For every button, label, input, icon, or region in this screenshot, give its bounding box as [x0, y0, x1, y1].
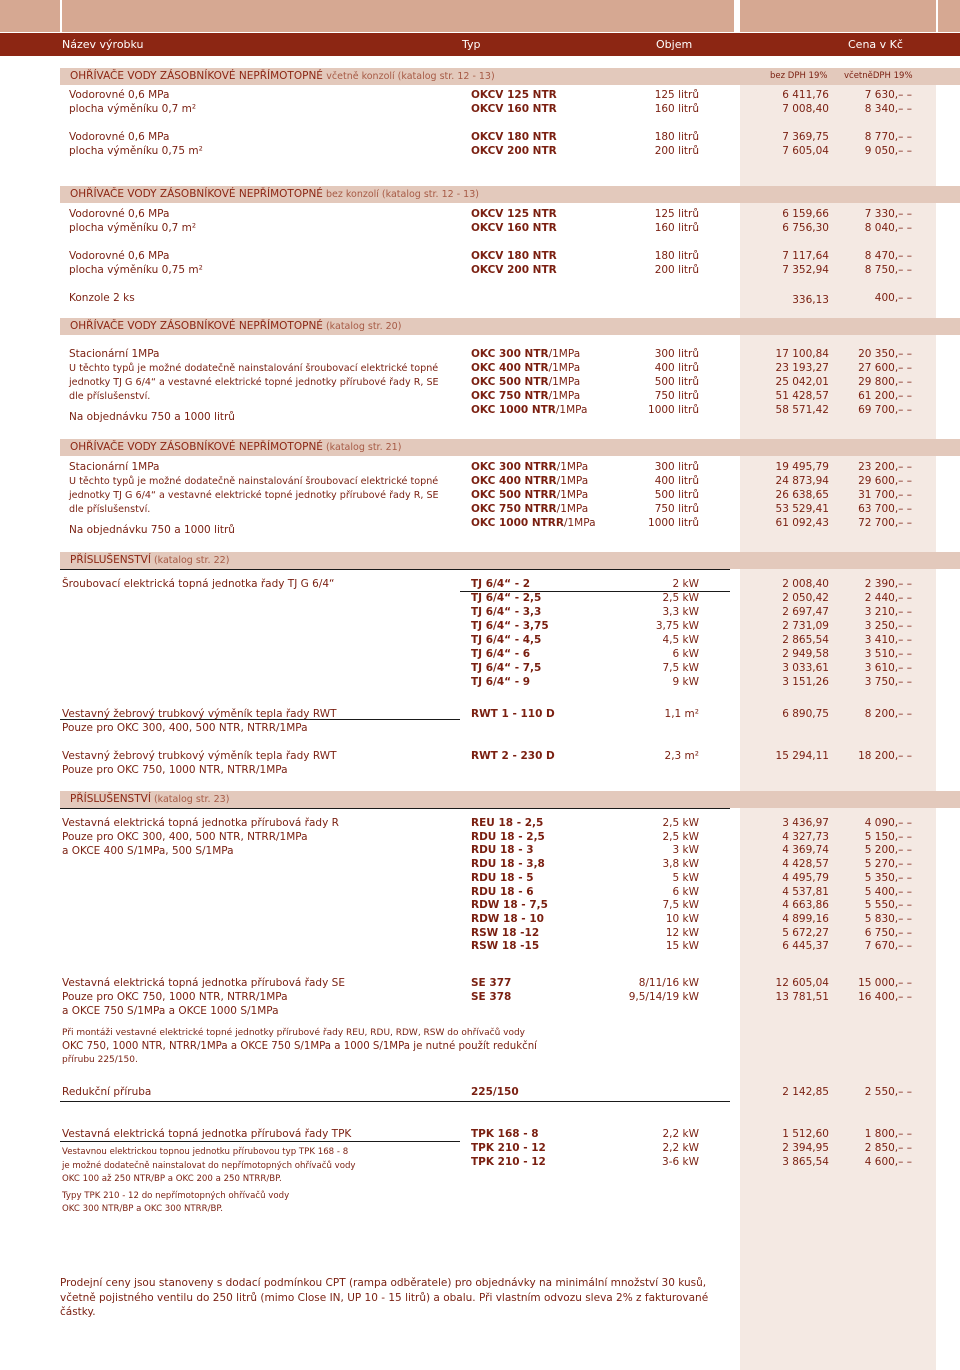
price-without-vat: 4 428,57: [782, 858, 829, 871]
section-title: OHŘÍVAČE VODY ZÁSOBNÍKOVÉ NEPŘÍMOTOPNÉ: [70, 70, 323, 82]
price-with-vat: 5 350,– –: [864, 871, 912, 884]
price-without-vat: 15 294,11: [775, 750, 829, 762]
price-without-vat: 5 672,27: [782, 926, 829, 939]
price-with-vat: 2 390,– –: [864, 578, 912, 590]
price-without-vat: 12 605,04: [775, 977, 829, 989]
price-with-vat: 63 700,– –: [858, 503, 912, 515]
volume-value: 3,3 kW: [662, 606, 699, 618]
volume-value: 750 litrů: [654, 503, 699, 515]
volume-value: 5 kW: [672, 871, 699, 884]
decor-block: [740, 0, 936, 32]
product-type: OKC 500 NTRR/1MPa: [471, 489, 589, 501]
price-with-vat: 5 200,– –: [864, 844, 912, 857]
product-type: TJ 6/4“ - 3,75: [471, 620, 549, 632]
price-with-vat: 18 200,– –: [858, 750, 912, 762]
product-desc: Stacionární 1MPa: [69, 348, 160, 360]
price-without-vat: 24 873,94: [775, 475, 829, 487]
price-with-vat: 8 340,– –: [864, 103, 912, 115]
price-with-vat: 2 440,– –: [864, 592, 912, 604]
product-type: OKCV 200 NTR: [471, 264, 557, 276]
product-desc: plocha výměníku 0,75 m²: [69, 145, 203, 157]
price-with-vat: 8 750,– –: [864, 264, 912, 276]
price-with-vat: 3 510,– –: [864, 648, 912, 660]
price-without-vat: 2 394,95: [782, 1142, 829, 1154]
price-with-vat: 5 400,– –: [864, 885, 912, 898]
price-without-vat: 4 537,81: [782, 885, 829, 898]
price-with-vat: 72 700,– –: [858, 517, 912, 529]
product-desc: Na objednávku 750 a 1000 litrů: [69, 524, 235, 536]
decor-block: [736, 0, 739, 32]
price-with-vat: 29 600,– –: [858, 475, 912, 487]
product-type: TJ 6/4“ - 3,3: [471, 606, 542, 618]
volume-value: 3-6 kW: [662, 1156, 699, 1168]
price-without-vat: 13 781,51: [775, 991, 829, 1003]
price-with-vat: 16 400,– –: [858, 991, 912, 1003]
volume-value: 500 litrů: [654, 489, 699, 501]
divider: [60, 569, 730, 570]
price-with-vat: 61 200,– –: [858, 390, 912, 402]
price-with-vat: 6 750,– –: [864, 926, 912, 939]
volume-value: 1,1 m²: [664, 708, 699, 720]
product-type: RDU 18 - 3: [471, 844, 534, 857]
volume-value: 1000 litrů: [648, 517, 699, 529]
price-with-vat: 3 750,– –: [864, 676, 912, 688]
product-type: TJ 6/4“ - 7,5: [471, 662, 542, 674]
volume-value: 6 kW: [672, 885, 699, 898]
volume-value: 750 litrů: [654, 390, 699, 402]
volume-value: 1000 litrů: [648, 404, 699, 416]
type-suffix: /1MPa: [556, 489, 589, 501]
volume-value: 200 litrů: [654, 145, 699, 157]
price-without-vat: 2 008,40: [782, 578, 829, 590]
price-without-vat: 3 865,54: [782, 1156, 829, 1168]
table-header: [0, 33, 960, 56]
product-type: OKC 750 NTR/1MPa: [471, 390, 581, 402]
volume-value: 12 kW: [665, 926, 699, 939]
product-type: OKCV 125 NTR: [471, 208, 557, 220]
price-without-vat: 6 411,76: [782, 89, 829, 101]
accessory-subtitle: Pouze pro OKC 300, 400, 500 NTR, NTRR/1MPa: [62, 722, 308, 734]
price-label-without-vat: bez DPH 19%: [770, 71, 828, 81]
volume-value: 180 litrů: [654, 250, 699, 262]
product-type: OKC 1000 NTRR/1MPa: [471, 517, 596, 529]
product-desc: dle příslušenství.: [69, 504, 151, 515]
price-without-vat: 23 193,27: [775, 362, 829, 374]
accessory-title: Vestavná elektrická topná jednotka přírubová řady R: [62, 817, 339, 829]
accessory-subtitle: Pouze pro OKC 750, 1000 NTR, NTRR/1MPa: [62, 764, 288, 776]
volume-value: 160 litrů: [654, 222, 699, 234]
volume-value: 160 litrů: [654, 103, 699, 115]
price-without-vat: 6 756,30: [782, 222, 829, 234]
volume-value: 3,8 kW: [662, 858, 699, 871]
volume-value: 2,5 kW: [662, 830, 699, 843]
product-type: OKC 400 NTR/1MPa: [471, 362, 581, 374]
volume-value: 400 litrů: [654, 475, 699, 487]
accessory-title: Šroubovací elektrická topná jednotka řady TJ G 6/4“: [62, 578, 335, 590]
product-desc: Vodorovné 0,6 MPa: [69, 131, 170, 143]
volume-value: 3 kW: [672, 844, 699, 857]
section-title: OHŘÍVAČE VODY ZÁSOBNÍKOVÉ NEPŘÍMOTOPNÉ: [70, 441, 323, 453]
product-type: TJ 6/4“ - 4,5: [471, 634, 542, 646]
price-without-vat: 2 731,09: [782, 620, 829, 632]
accessory-title: Vestavný žebrový trubkový výměník tepla řady RWT: [62, 708, 337, 720]
note-text: Vestavnou elektrickou topnou jednotku přírubovou typ TPK 168 - 8: [62, 1147, 349, 1157]
price-without-vat: 2 949,58: [782, 648, 829, 660]
accessory-title: Vestavná elektrická topná jednotka přírubová řady SE: [62, 977, 345, 989]
section-heading: [60, 791, 960, 808]
divider: [60, 808, 730, 809]
product-type: REU 18 - 2,5: [471, 817, 544, 829]
product-desc: plocha výměníku 0,7 m²: [69, 222, 197, 234]
type-suffix: /1MPa: [556, 461, 589, 473]
type-suffix: /1MPa: [548, 348, 581, 360]
product-type: TJ 6/4“ - 2,5: [471, 592, 542, 604]
price-with-vat: 2 850,– –: [864, 1142, 912, 1154]
price-without-vat: 3 151,26: [782, 676, 829, 688]
section-title: OHŘÍVAČE VODY ZÁSOBNÍKOVÉ NEPŘÍMOTOPNÉ: [70, 188, 323, 200]
section-title: PŘÍSLUŠENSTVÍ: [70, 793, 151, 805]
price-with-vat: 69 700,– –: [858, 404, 912, 416]
section-suffix: (katalog str. 22): [150, 555, 230, 566]
accessory-subtitle: Pouze pro OKC 300, 400, 500 NTR, NTRR/1MPa: [62, 831, 308, 843]
volume-value: 200 litrů: [654, 264, 699, 276]
section-suffix: včetně konzolí (katalog str. 12 - 13): [326, 71, 495, 82]
section-suffix: bez konzolí (katalog str. 12 - 13): [322, 189, 479, 200]
price-label-with-vat: včetněDPH 19%: [844, 71, 913, 81]
product-type: TJ 6/4“ - 2: [471, 578, 531, 590]
product-type: OKC 1000 NTR/1MPa: [471, 404, 588, 416]
volume-value: 15 kW: [665, 940, 699, 953]
price-without-vat: 4 495,79: [782, 871, 829, 884]
note-text: OKC 750, 1000 NTR, NTRR/1MPa a OKCE 750 S/1MPa a 1000 S/1MPa je nutné použít redukční: [62, 1041, 537, 1052]
volume-value: 300 litrů: [654, 348, 699, 360]
price-with-vat: 5 830,– –: [864, 912, 912, 925]
product-desc: dle příslušenství.: [69, 391, 151, 402]
price-without-vat: 336,13: [792, 294, 829, 306]
section-suffix: (katalog str. 21): [322, 442, 402, 453]
volume-value: 400 litrů: [654, 362, 699, 374]
product-type: TPK 168 - 8: [471, 1128, 539, 1140]
volume-value: 180 litrů: [654, 131, 699, 143]
price-without-vat: 2 142,85: [782, 1086, 829, 1098]
decor-block: [0, 0, 60, 32]
volume-value: 2,2 kW: [662, 1128, 699, 1140]
product-type: RSW 18 -15: [471, 940, 540, 953]
note-text: OKC 100 až 250 NTR/BP a OKC 200 a 250 NTRR/BP.: [62, 1174, 282, 1184]
product-desc: jednotky TJ G 6/4“ a vestavné elektrické topné jednotky přírubové řady R, SE: [69, 490, 439, 501]
note-text: Při montáži vestavné elektrické topné jednotky přírubové řady REU, RDU, RDW, RSW do ohřívačů vody: [62, 1028, 525, 1038]
volume-value: 3,75 kW: [655, 620, 699, 632]
price-without-vat: 58 571,42: [775, 404, 829, 416]
volume-value: 500 litrů: [654, 376, 699, 388]
price-without-vat: 3 436,97: [782, 817, 829, 829]
section-heading: [60, 439, 960, 456]
note-text: přírubu 225/150.: [62, 1055, 138, 1065]
section-suffix: (katalog str. 23): [150, 794, 230, 805]
type-suffix: /1MPa: [555, 404, 588, 416]
note-text: Typy TPK 210 - 12 do nepřímotopných ohřívačů vody: [62, 1191, 290, 1201]
volume-value: 2,3 m²: [664, 750, 699, 762]
product-type: RDW 18 - 7,5: [471, 899, 548, 912]
product-type: SE 378: [471, 991, 512, 1003]
price-without-vat: 7 008,40: [782, 103, 829, 115]
product-type: RWT 2 - 230 D: [471, 750, 555, 762]
price-with-vat: 3 610,– –: [864, 662, 912, 674]
product-type: OKCV 200 NTR: [471, 145, 557, 157]
price-with-vat: 8 200,– –: [864, 708, 912, 720]
price-with-vat: 8 040,– –: [864, 222, 912, 234]
type-suffix: /1MPa: [563, 517, 596, 529]
accessory-title: Vestavný žebrový trubkový výměník tepla řady RWT: [62, 750, 337, 762]
volume-value: 125 litrů: [654, 89, 699, 101]
top-decor-bar: [0, 0, 960, 32]
price-without-vat: 7 369,75: [782, 131, 829, 143]
price-with-vat: 5 270,– –: [864, 858, 912, 871]
price-with-vat: 3 410,– –: [864, 634, 912, 646]
product-desc: jednotky TJ G 6/4“ a vestavné elektrické topné jednotky přírubové řady R, SE: [69, 377, 439, 388]
product-desc: Vodorovné 0,6 MPa: [69, 89, 170, 101]
product-desc: U těchto typů je možné dodatečně nainstalování šroubovací elektrické topné: [69, 363, 439, 374]
price-without-vat: 26 638,65: [775, 489, 829, 501]
product-type: RDU 18 - 6: [471, 885, 534, 898]
price-without-vat: 19 495,79: [775, 461, 829, 473]
price-without-vat: 6 445,37: [782, 940, 829, 953]
product-type: OKCV 160 NTR: [471, 103, 557, 115]
volume-value: 2,5 kW: [662, 817, 699, 829]
product-type: RSW 18 -12: [471, 926, 540, 939]
product-type: RDU 18 - 5: [471, 871, 534, 884]
header-type: Typ: [462, 38, 481, 51]
product-desc: U těchto typů je možné dodatečně nainstalování šroubovací elektrické topné: [69, 476, 439, 487]
type-suffix: /1MPa: [548, 390, 581, 402]
accessory-subtitle: Pouze pro OKC 750, 1000 NTR, NTRR/1MPa: [62, 991, 288, 1003]
price-with-vat: 29 800,– –: [858, 376, 912, 388]
volume-value: 6 kW: [672, 648, 699, 660]
product-type: TPK 210 - 12: [471, 1142, 546, 1154]
footer-note: Prodejní ceny jsou stanoveny s dodací podmínkou CPT (rampa odběratele) pro objednávky na minimální množství 30 kusů, včetně pojistného ventilu do 250 litrů (mimo Close IN, UP 10 - 15 litrů) a obalu. Při vlastním odvozu sleva 2% z fakturované částky.: [60, 1277, 709, 1318]
price-without-vat: 6 890,75: [782, 708, 829, 720]
note-text: je možné dodatečně nainstalovat do nepřímotopných ohřívačů vody: [62, 1161, 356, 1171]
price-without-vat: 7 352,94: [782, 264, 829, 276]
konzole-label: Konzole 2 ks: [69, 292, 135, 304]
price-with-vat: 8 470,– –: [864, 250, 912, 262]
price-without-vat: 51 428,57: [775, 390, 829, 402]
price-with-vat: 400,– –: [874, 292, 912, 304]
price-with-vat: 9 050,– –: [864, 145, 912, 157]
price-with-vat: 23 200,– –: [858, 461, 912, 473]
accessory-title: Vestavná elektrická topná jednotka přírubová řady TPK: [62, 1128, 352, 1140]
type-suffix: /1MPa: [548, 376, 581, 388]
volume-value: 7,5 kW: [662, 662, 699, 674]
product-type: SE 377: [471, 977, 512, 989]
price-with-vat: 1 800,– –: [864, 1128, 912, 1140]
price-without-vat: 4 663,86: [782, 899, 829, 912]
decor-block: [938, 0, 960, 32]
product-type: OKC 300 NTR/1MPa: [471, 348, 581, 360]
product-type: OKC 300 NTRR/1MPa: [471, 461, 589, 473]
header-volume: Objem: [656, 38, 693, 51]
price-without-vat: 7 605,04: [782, 145, 829, 157]
product-type: OKCV 180 NTR: [471, 131, 557, 143]
accessory-subtitle: a OKCE 400 S/1MPa, 500 S/1MPa: [62, 845, 234, 857]
product-type: OKC 500 NTR/1MPa: [471, 376, 581, 388]
price-with-vat: 2 550,– –: [864, 1086, 912, 1098]
price-without-vat: 6 159,66: [782, 208, 829, 220]
product-desc: Stacionární 1MPa: [69, 461, 160, 473]
note-text: OKC 300 NTR/BP a OKC 300 NTRR/BP.: [62, 1204, 223, 1214]
decor-block: [62, 0, 734, 32]
price-without-vat: 2 697,47: [782, 606, 829, 618]
product-type: RDU 18 - 3,8: [471, 858, 545, 871]
volume-value: 2 kW: [672, 578, 699, 590]
volume-value: 10 kW: [665, 912, 699, 925]
price-without-vat: 25 042,01: [775, 376, 829, 388]
volume-value: 4,5 kW: [662, 634, 699, 646]
type-suffix: /1MPa: [548, 362, 581, 374]
price-without-vat: 53 529,41: [775, 503, 829, 515]
section-title: OHŘÍVAČE VODY ZÁSOBNÍKOVÉ NEPŘÍMOTOPNÉ: [70, 320, 323, 332]
price-without-vat: 4 369,74: [782, 844, 829, 857]
product-type: TJ 6/4“ - 9: [471, 676, 531, 688]
price-with-vat: 7 670,– –: [864, 940, 912, 953]
price-with-vat: 3 250,– –: [864, 620, 912, 632]
type-suffix: /1MPa: [556, 475, 589, 487]
product-type: OKC 750 NTRR/1MPa: [471, 503, 589, 515]
price-with-vat: 7 630,– –: [864, 89, 912, 101]
section-title: PŘÍSLUŠENSTVÍ: [70, 554, 151, 566]
price-without-vat: 1 512,60: [782, 1128, 829, 1140]
price-without-vat: 7 117,64: [782, 250, 829, 262]
price-with-vat: 4 600,– –: [864, 1156, 912, 1168]
section-suffix: (katalog str. 20): [322, 321, 402, 332]
product-desc: Vodorovné 0,6 MPa: [69, 250, 170, 262]
section-heading: [60, 186, 960, 203]
product-type: OKCV 125 NTR: [471, 89, 557, 101]
product-type: RDU 18 - 2,5: [471, 830, 545, 843]
price-without-vat: 2 865,54: [782, 634, 829, 646]
volume-value: 300 litrů: [654, 461, 699, 473]
volume-value: 8/11/16 kW: [638, 977, 699, 989]
product-desc: plocha výměníku 0,75 m²: [69, 264, 203, 276]
header-product: Název výrobku: [62, 38, 144, 51]
header-price: Cena v Kč: [848, 38, 903, 51]
price-without-vat: 4 327,73: [782, 830, 829, 843]
price-without-vat: 2 050,42: [782, 592, 829, 604]
price-without-vat: 4 899,16: [782, 912, 829, 925]
divider: [60, 1101, 730, 1102]
accessory-subtitle: a OKCE 750 S/1MPa a OKCE 1000 S/1MPa: [62, 1005, 279, 1017]
volume-value: 2,2 kW: [662, 1142, 699, 1154]
section-heading: [60, 318, 960, 335]
product-type: RDW 18 - 10: [471, 912, 544, 925]
price-with-vat: 4 090,– –: [864, 817, 912, 829]
price-without-vat: 61 092,43: [775, 517, 829, 529]
product-type: TJ 6/4“ - 6: [471, 648, 531, 660]
section-heading: [60, 68, 960, 85]
price-with-vat: 15 000,– –: [858, 977, 912, 989]
volume-value: 9,5/14/19 kW: [628, 991, 699, 1003]
product-type: RWT 1 - 110 D: [471, 708, 555, 720]
price-with-vat: 27 600,– –: [858, 362, 912, 374]
product-desc: Vodorovné 0,6 MPa: [69, 208, 170, 220]
type-suffix: /1MPa: [556, 503, 589, 515]
volume-value: 7,5 kW: [662, 899, 699, 912]
price-with-vat: 7 330,– –: [864, 208, 912, 220]
product-type: OKCV 160 NTR: [471, 222, 557, 234]
volume-value: 125 litrů: [654, 208, 699, 220]
product-type: 225/150: [471, 1086, 519, 1098]
price-with-vat: 5 150,– –: [864, 830, 912, 843]
price-with-vat: 20 350,– –: [858, 348, 912, 360]
product-type: OKCV 180 NTR: [471, 250, 557, 262]
volume-value: 2,5 kW: [662, 592, 699, 604]
product-type: OKC 400 NTRR/1MPa: [471, 475, 589, 487]
price-without-vat: 17 100,84: [775, 348, 829, 360]
price-without-vat: 3 033,61: [782, 662, 829, 674]
price-with-vat: 5 550,– –: [864, 899, 912, 912]
price-with-vat: 31 700,– –: [858, 489, 912, 501]
product-desc: plocha výměníku 0,7 m²: [69, 103, 197, 115]
product-type: TPK 210 - 12: [471, 1156, 546, 1168]
accessory-title: Redukční příruba: [62, 1086, 152, 1098]
divider: [60, 1141, 460, 1142]
section-heading: [60, 552, 960, 569]
price-with-vat: 8 770,– –: [864, 131, 912, 143]
product-desc: Na objednávku 750 a 1000 litrů: [69, 411, 235, 423]
price-with-vat: 3 210,– –: [864, 606, 912, 618]
volume-value: 9 kW: [672, 676, 699, 688]
